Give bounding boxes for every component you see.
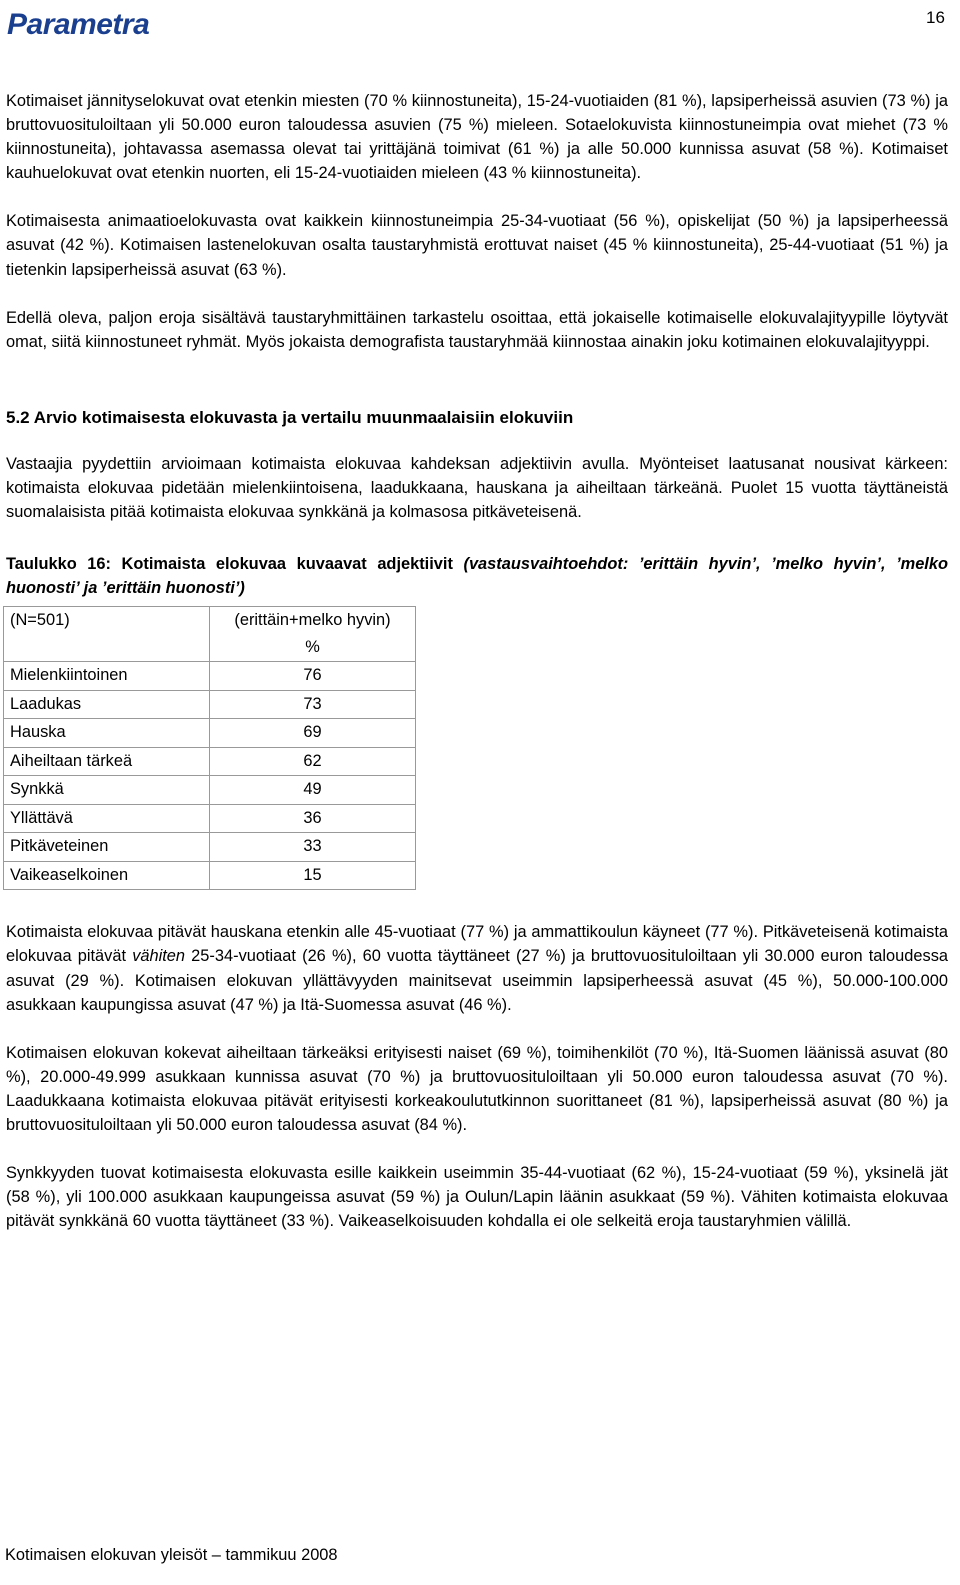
paragraph-funny-boring-part1: Kotimaista elokuvaa pitävät hauskana etenkin alle 45-vuotiaat (77 %) ja ammattikoulun käyneet (77 %). Pitkäveteisenä kotimaista elokuvaa pitävät	[6, 923, 948, 966]
paragraph-summary: Edellä oleva, paljon eroja sisältävä taustaryhmittäinen tarkastelu osoittaa, että jokaiselle kotimaiselle elokuvalajityypille löytyvät omat, siitä kiinnostuneet ryhmät. Myös jokaista demografista taustaryhmää kiinnostaa ainakin joku kotimainen elokuvalajityyppi.	[6, 308, 948, 351]
table-row	[4, 804, 416, 833]
table-row	[4, 833, 416, 862]
paragraph-gloomy: Synkkyyden tuovat kotimaisesta elokuvasta esille kaikkein useimmin 35-44-vuotiaat (62 %), 15-24-vuotiaat (59 %), yksinelä jät (58 %), yli 100.000 asukkaan kaupungeissa asuvat (59 %) ja Oulun/Lapin läänin asukkaat (59 %). Vähiten kotimaista elokuvaa pitävät synkkänä 60 vuotta täyttäneet (33 %). Vaikeaselkoisuuden kohdalla ei ole selkeitä eroja taustaryhmien välillä.	[6, 1164, 948, 1231]
table-caption	[6, 552, 948, 600]
table-header-row	[4, 607, 416, 662]
table-caption-note: (vastausvaihtoehdot: ’erittäin hyvin’, ’melko hyvin’, ’melko huonosti’ ja ’erittäin huonosti’)	[6, 555, 948, 598]
table-cell-label: Laadukas	[4, 690, 210, 719]
table-cell-value: 69	[210, 719, 416, 748]
table-header-n: (N=501)	[4, 607, 210, 662]
paragraph-adjectives-intro: Vastaajia pyydettiin arvioimaan kotimaista elokuvaa kahdeksan adjektiivin avulla. Myönteiset laatusanat nousivat kärkeen: kotimaista elokuvaa pidetään mielenkiintoisena, laadukkaana, hauskana ja aiheiltaan tärkeänä. Puolet 15 vuotta täyttäneistä suomalaisista pitää kotimaista elokuvaa synkkänä ja kolmasosa pitkäveteisenä.	[6, 454, 948, 522]
table-caption-title: Taulukko 16: Kotimaista elokuvaa kuvaavat adjektiivit	[6, 555, 453, 574]
table-cell-value: 33	[210, 833, 416, 862]
svg-text:Parametra: Parametra	[7, 8, 150, 41]
page-content	[6, 89, 948, 1233]
table-row	[4, 690, 416, 719]
section-heading: 5.2 Arvio kotimaisesta elokuvasta ja vertailu muunmaalaisiin elokuviin	[6, 407, 574, 427]
page-footer: Kotimaisen elokuvan yleisöt – tammikuu 2008	[5, 1546, 338, 1564]
table-row	[4, 662, 416, 691]
table-row	[4, 719, 416, 748]
table-cell-value: 73	[210, 690, 416, 719]
table-cell-value: 62	[210, 747, 416, 776]
table-cell-value: 76	[210, 662, 416, 691]
table-row	[4, 747, 416, 776]
paragraph-funny-boring	[6, 920, 948, 1016]
table-header-percent	[210, 607, 416, 662]
paragraph-animation: Kotimaisesta animaatioelokuvasta ovat kaikkein kiinnostuneimpia 25-34-vuotiaat (56 %), opiskelijat (50 %) ja lapsiperheessä asuvat (42 %). Kotimaisen lastenelokuvan osalta taustaryhmistä erottuvat naiset (45 % kiinnostuneita), 25-44-vuotiaat (51 %) ja tietenkin lapsiperheissä asuvat (63 %).	[6, 212, 948, 279]
table-row	[4, 776, 416, 805]
paragraph-important-quality: Kotimaisen elokuvan kokevat aiheiltaan tärkeäksi erityisesti naiset (69 %), toimihenkilöt (70 %), Itä-Suomen läänissä asuvat (80 %), 20.000-49.999 asukkaan kunnissa asuvat (70 %) ja bruttovuosituloiltaan yli 50.000 euron taloudessa asuvat (70 %). Laadukkaana kotimaista elokuvaa pitävät erityisesti korkeakoulututkinnon suorittaneet (81 %), lapsiperheissä asuvat (80 %) ja bruttovuosituloiltaan yli 50.000 euron taloudessa asuvat (84 %).	[6, 1043, 948, 1134]
table-cell-label: Yllättävä	[4, 804, 210, 833]
adjectives-table	[3, 606, 416, 890]
parametra-logo	[5, 7, 165, 41]
table-cell-value: 15	[210, 861, 416, 890]
table-cell-value: 36	[210, 804, 416, 833]
table-row	[4, 861, 416, 890]
table-header-percent-line2: %	[305, 638, 320, 657]
table-cell-label: Aiheiltaan tärkeä	[4, 747, 210, 776]
table-header-percent-line1: (erittäin+melko hyvin)	[234, 611, 391, 630]
table-cell-label: Mielenkiintoinen	[4, 662, 210, 691]
table-cell-label: Pitkäveteinen	[4, 833, 210, 862]
paragraph-funny-boring-emphasis: vähiten	[132, 947, 186, 966]
page-number: 16	[926, 8, 945, 27]
table-cell-label: Synkkä	[4, 776, 210, 805]
table-cell-value: 49	[210, 776, 416, 805]
paragraph-funny-boring-part2: 25-34-vuotiaat (26 %), 60 vuotta täyttäneet (27 %) ja bruttovuosituloiltaan yli 30.000 euron taloudessa asuvat (29 %). Kotimaisen elokuvan yllättävyyden mainitsevat useimmin lapsiperheessä asuvat (45 %), 50.000-100.000 asukkaan kaupungissa asuvat (47 %) ja Itä-Suomessa asuvat (46 %).	[6, 947, 949, 1014]
paragraph-genre-interest: Kotimaiset jännityselokuvat ovat etenkin miesten (70 % kiinnostuneita), 15-24-vuotiaiden (81 %), lapsiperheissä asuvien (73 %) ja bruttovuosituloiltaan yli 50.000 euron taloudessa asuvien (75 %) mieleen. Sotaelokuvista kiinnostuneimpia ovat miehet (73 % kiinnostuneita), johtavassa asemassa olevat tai yrittäjänä toimivat (61 %) ja alle 50.000 kunnissa asuvat (58 %). Kotimaiset kauhuelokuvat ovat etenkin nuorten, eli 15-24-vuotiaiden mieleen (43 % kiinnostuneita).	[6, 92, 948, 183]
table-cell-label: Vaikeaselkoinen	[4, 861, 210, 890]
table-cell-label: Hauska	[4, 719, 210, 748]
